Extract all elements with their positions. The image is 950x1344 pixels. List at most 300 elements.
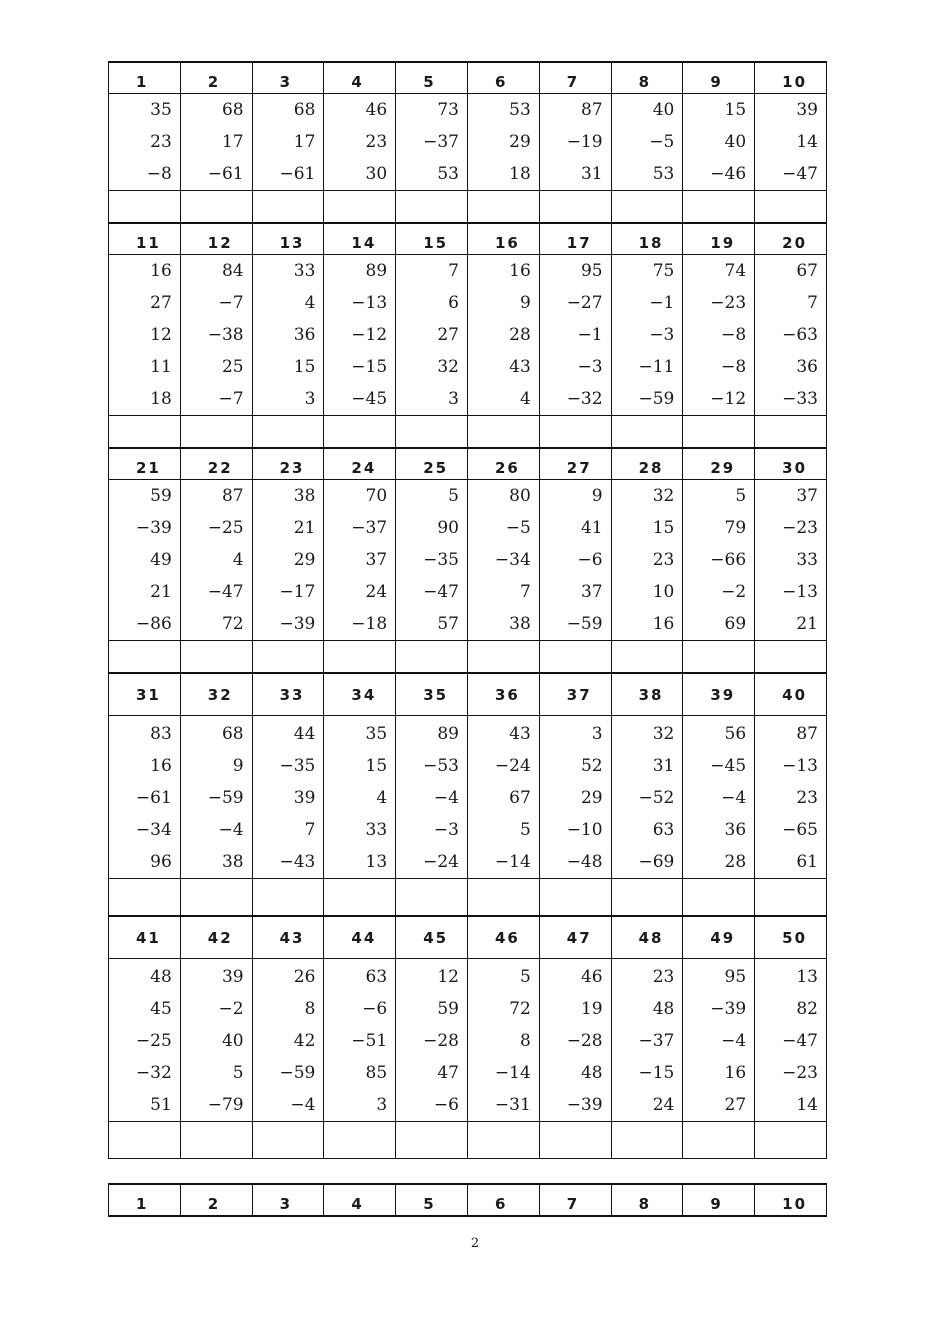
addend-value: −63 <box>782 325 818 345</box>
answer-cell[interactable] <box>467 641 539 673</box>
addend-value: −25 <box>207 518 244 538</box>
addend-value: 15 <box>293 357 316 377</box>
addend-value: −59 <box>638 389 675 409</box>
addend-value: 48 <box>150 967 172 987</box>
addend-value: −7 <box>218 389 244 409</box>
problem-number: 14 <box>324 224 396 255</box>
answer-cell[interactable] <box>252 416 324 448</box>
addend-column <box>755 716 827 879</box>
addend-value: −28 <box>566 1031 603 1051</box>
problem-number-row <box>109 62 827 94</box>
addend-value: −12 <box>351 325 388 345</box>
addend-column <box>539 716 611 879</box>
addend-column <box>109 94 181 191</box>
addend-value: 48 <box>652 999 675 1019</box>
problem-number: 31 <box>109 674 181 716</box>
problem-number: 27 <box>539 449 611 480</box>
addend-value: 5 <box>232 1063 244 1083</box>
addend-value: −19 <box>566 132 603 152</box>
problem-number: 18 <box>611 224 683 255</box>
answer-cell[interactable] <box>109 879 181 916</box>
addend-column <box>252 716 324 879</box>
addend-value: −47 <box>782 164 818 184</box>
answer-cell[interactable] <box>324 1122 396 1159</box>
addend-value: 39 <box>293 788 316 808</box>
addend-value: 96 <box>150 852 172 872</box>
answer-header-row <box>109 1184 827 1216</box>
addend-value: 23 <box>150 132 172 152</box>
answer-cell[interactable] <box>252 641 324 673</box>
addend-value: 27 <box>150 293 172 313</box>
addend-value: −12 <box>710 389 747 409</box>
problem-block <box>108 61 827 223</box>
answer-cell[interactable] <box>611 1122 683 1159</box>
addend-value: 3 <box>448 389 459 409</box>
problem-number: 6 <box>467 62 539 94</box>
addend-value: 84 <box>221 261 244 281</box>
addend-value: −25 <box>135 1031 172 1051</box>
problem-number: 35 <box>396 674 468 716</box>
addend-value: −2 <box>721 582 747 602</box>
problem-number: 41 <box>109 917 181 959</box>
addend-column <box>611 959 683 1122</box>
answer-cell[interactable] <box>683 1122 755 1159</box>
problem-number: 20 <box>755 224 827 255</box>
addend-value: 31 <box>580 164 603 184</box>
addend-column <box>539 959 611 1122</box>
addend-value: −61 <box>135 788 172 808</box>
addend-value: 6 <box>448 293 459 313</box>
addend-value: 63 <box>652 820 675 840</box>
addend-value: −17 <box>279 582 316 602</box>
addend-value: −79 <box>207 1095 244 1115</box>
answer-cell[interactable] <box>396 641 468 673</box>
addend-value: −13 <box>351 293 388 313</box>
addend-value: −39 <box>279 614 316 634</box>
addend-value: −47 <box>423 582 459 602</box>
addend-value: 13 <box>796 967 818 987</box>
addend-column <box>539 94 611 191</box>
answer-row <box>109 1122 827 1159</box>
answer-cell[interactable] <box>755 416 827 448</box>
addend-value: 5 <box>448 486 459 506</box>
addend-value: 16 <box>150 756 172 776</box>
addend-value: 74 <box>724 261 747 281</box>
addend-column <box>324 480 396 641</box>
addend-value: 35 <box>365 724 388 744</box>
addend-column <box>611 716 683 879</box>
answer-cell[interactable] <box>324 641 396 673</box>
answer-number: 3 <box>252 1184 324 1216</box>
addend-value: 80 <box>509 486 531 506</box>
answer-cell[interactable] <box>324 191 396 223</box>
answer-cell[interactable] <box>611 416 683 448</box>
addend-value: 23 <box>652 967 675 987</box>
addend-column <box>467 255 539 416</box>
addend-column <box>396 94 468 191</box>
problem-number: 11 <box>109 224 181 255</box>
addend-value: −13 <box>782 756 818 776</box>
addend-value: 49 <box>150 550 172 570</box>
addend-value: 23 <box>652 550 675 570</box>
addend-value: −39 <box>710 999 747 1019</box>
answer-cell[interactable] <box>611 191 683 223</box>
addend-column <box>683 716 755 879</box>
addend-value: −23 <box>782 518 818 538</box>
addend-value: 23 <box>365 132 388 152</box>
answer-cell[interactable] <box>180 416 252 448</box>
answer-row <box>109 416 827 448</box>
addend-value: −2 <box>218 999 244 1019</box>
answer-cell[interactable] <box>109 641 181 673</box>
addend-column <box>683 94 755 191</box>
addend-value: 36 <box>724 820 747 840</box>
addend-value: 38 <box>293 486 316 506</box>
addend-value: 29 <box>509 132 531 152</box>
addend-value: −37 <box>423 132 459 152</box>
addend-value: 15 <box>365 756 388 776</box>
addend-value: 10 <box>652 582 675 602</box>
problem-number: 30 <box>755 449 827 480</box>
addend-value: 72 <box>509 999 531 1019</box>
answer-cell[interactable] <box>180 879 252 916</box>
problem-number: 19 <box>683 224 755 255</box>
problem-number: 2 <box>180 62 252 94</box>
addend-value: 44 <box>293 724 316 744</box>
addend-value: 15 <box>652 518 675 538</box>
problem-number: 9 <box>683 62 755 94</box>
addend-value: 7 <box>304 820 316 840</box>
answer-cell[interactable] <box>396 416 468 448</box>
problem-number: 5 <box>396 62 468 94</box>
addend-value: −43 <box>279 852 316 872</box>
addend-value: 17 <box>293 132 316 152</box>
addend-value: −8 <box>721 325 747 345</box>
answer-cell[interactable] <box>252 191 324 223</box>
addend-value: 90 <box>437 518 459 538</box>
answer-cell[interactable] <box>324 416 396 448</box>
addend-value: 53 <box>437 164 459 184</box>
addend-value: 85 <box>365 1063 388 1083</box>
page-number: 2 <box>470 1236 480 1251</box>
addend-column <box>109 255 181 416</box>
addend-value: −37 <box>638 1031 675 1051</box>
addend-value: 57 <box>437 614 459 634</box>
addend-column <box>180 255 252 416</box>
addend-column <box>539 480 611 641</box>
addend-column <box>683 959 755 1122</box>
addend-value: −3 <box>649 325 675 345</box>
addend-value: 68 <box>221 724 244 744</box>
answer-cell[interactable] <box>683 416 755 448</box>
addend-value: 69 <box>724 614 747 634</box>
addend-column <box>755 959 827 1122</box>
addend-value: −4 <box>721 788 747 808</box>
addends-row <box>109 94 827 191</box>
answer-cell[interactable] <box>539 416 611 448</box>
problem-number: 1 <box>109 62 181 94</box>
addend-value: 8 <box>304 999 316 1019</box>
addend-column <box>611 255 683 416</box>
addend-value: −8 <box>721 357 747 377</box>
addend-value: 3 <box>304 389 316 409</box>
block-gap <box>108 1159 827 1183</box>
addend-value: −65 <box>782 820 818 840</box>
addend-value: −61 <box>207 164 244 184</box>
addend-value: 16 <box>150 261 172 281</box>
problem-block <box>108 916 827 1159</box>
problem-blocks <box>108 61 827 1159</box>
addend-value: −48 <box>566 852 603 872</box>
addend-value: −34 <box>135 820 172 840</box>
addend-value: −45 <box>351 389 388 409</box>
addend-value: 4 <box>232 550 244 570</box>
addend-value: 83 <box>150 724 172 744</box>
problem-number: 33 <box>252 674 324 716</box>
problem-number: 37 <box>539 674 611 716</box>
answer-cell[interactable] <box>467 191 539 223</box>
addend-value: −23 <box>782 1063 818 1083</box>
addend-value: −38 <box>207 325 244 345</box>
problem-number: 15 <box>396 224 468 255</box>
addend-value: 27 <box>437 325 459 345</box>
addend-value: 68 <box>221 100 244 120</box>
addend-value: 38 <box>221 852 244 872</box>
answer-cell[interactable] <box>467 879 539 916</box>
addend-value: −7 <box>218 293 244 313</box>
addend-value: 45 <box>150 999 172 1019</box>
addend-value: 87 <box>796 724 818 744</box>
addend-value: −45 <box>710 756 747 776</box>
addend-value: 32 <box>437 357 459 377</box>
addend-value: 8 <box>519 1031 531 1051</box>
answer-cell[interactable] <box>467 1122 539 1159</box>
addend-value: −14 <box>494 852 531 872</box>
addend-column <box>324 94 396 191</box>
addend-value: 4 <box>519 389 531 409</box>
addend-value: 41 <box>580 518 603 538</box>
addend-value: 29 <box>293 550 316 570</box>
addend-value: 32 <box>652 486 675 506</box>
addend-value: 89 <box>437 724 459 744</box>
answer-cell[interactable] <box>252 1122 324 1159</box>
answer-cell[interactable] <box>539 879 611 916</box>
addend-value: 63 <box>365 967 388 987</box>
problem-number: 16 <box>467 224 539 255</box>
addend-value: 14 <box>796 1095 818 1115</box>
addend-value: −5 <box>649 132 675 152</box>
answer-cell[interactable] <box>180 1122 252 1159</box>
addend-value: −27 <box>566 293 603 313</box>
addend-value: 46 <box>365 100 388 120</box>
answer-number: 7 <box>539 1184 611 1216</box>
addend-value: −51 <box>351 1031 388 1051</box>
addend-value: −59 <box>207 788 244 808</box>
addend-value: 14 <box>796 132 818 152</box>
answer-cell[interactable] <box>611 879 683 916</box>
addend-value: 36 <box>293 325 316 345</box>
addend-column <box>180 716 252 879</box>
answer-cell[interactable] <box>539 191 611 223</box>
answer-number: 5 <box>396 1184 468 1216</box>
addend-column <box>396 716 468 879</box>
addend-value: 25 <box>221 357 244 377</box>
problem-number: 22 <box>180 449 252 480</box>
addend-value: −5 <box>505 518 531 538</box>
addend-value: 23 <box>796 788 818 808</box>
addend-column <box>324 716 396 879</box>
addend-value: 59 <box>437 999 459 1019</box>
addend-value: 5 <box>519 820 531 840</box>
answer-cell[interactable] <box>252 879 324 916</box>
addend-column <box>180 94 252 191</box>
addend-column <box>180 959 252 1122</box>
problem-number: 34 <box>324 674 396 716</box>
answer-cell[interactable] <box>396 879 468 916</box>
answer-cell[interactable] <box>180 191 252 223</box>
addend-value: −53 <box>423 756 459 776</box>
addend-value: 3 <box>376 1095 388 1115</box>
addend-column <box>467 480 539 641</box>
answer-row <box>109 879 827 916</box>
addend-value: −4 <box>290 1095 316 1115</box>
problem-number: 40 <box>755 674 827 716</box>
answer-cell[interactable] <box>109 416 181 448</box>
addend-value: 61 <box>796 852 818 872</box>
addend-value: 3 <box>591 724 603 744</box>
answer-cell[interactable] <box>467 416 539 448</box>
addend-value: 40 <box>221 1031 244 1051</box>
addend-value: −59 <box>279 1063 316 1083</box>
answer-cell[interactable] <box>396 191 468 223</box>
addend-value: 40 <box>724 132 747 152</box>
worksheet <box>108 61 827 1217</box>
answer-row <box>109 641 827 673</box>
addend-value: 21 <box>293 518 316 538</box>
addend-value: 33 <box>293 261 316 281</box>
answer-cell[interactable] <box>109 191 181 223</box>
addend-value: 42 <box>293 1031 316 1051</box>
addend-column <box>252 480 324 641</box>
addend-value: 33 <box>796 550 818 570</box>
problem-number: 3 <box>252 62 324 94</box>
answer-cell[interactable] <box>324 879 396 916</box>
problem-number: 45 <box>396 917 468 959</box>
addend-value: 9 <box>519 293 531 313</box>
answer-cell[interactable] <box>683 641 755 673</box>
addend-value: −4 <box>218 820 244 840</box>
addend-column <box>324 959 396 1122</box>
addend-value: −6 <box>433 1095 459 1115</box>
addend-value: −4 <box>433 788 459 808</box>
addend-value: 7 <box>807 293 818 313</box>
addend-value: −24 <box>423 852 459 872</box>
addend-value: −47 <box>207 582 244 602</box>
addend-value: 75 <box>652 261 675 281</box>
answer-cell[interactable] <box>755 641 827 673</box>
answer-cell[interactable] <box>539 1122 611 1159</box>
answer-header-table <box>108 1183 827 1217</box>
addend-value: −8 <box>146 164 172 184</box>
addend-value: 19 <box>580 999 603 1019</box>
addend-value: −24 <box>494 756 531 776</box>
addend-value: −18 <box>351 614 388 634</box>
problem-number: 48 <box>611 917 683 959</box>
addend-value: 13 <box>365 852 388 872</box>
answer-cell[interactable] <box>755 191 827 223</box>
addend-value: 40 <box>652 100 675 120</box>
addend-column <box>396 480 468 641</box>
problem-number: 12 <box>180 224 252 255</box>
addend-value: −61 <box>279 164 316 184</box>
addend-value: 4 <box>376 788 388 808</box>
addend-value: 46 <box>580 967 603 987</box>
problem-number: 50 <box>755 917 827 959</box>
answer-cell[interactable] <box>755 1122 827 1159</box>
addend-value: −32 <box>566 389 603 409</box>
problem-number: 44 <box>324 917 396 959</box>
addend-value: 39 <box>221 967 244 987</box>
answer-cell[interactable] <box>683 879 755 916</box>
addend-value: 53 <box>509 100 531 120</box>
addend-value: 28 <box>724 852 747 872</box>
addend-value: −69 <box>638 852 675 872</box>
addend-value: 21 <box>150 582 172 602</box>
addend-value: −37 <box>351 518 388 538</box>
answer-cell[interactable] <box>396 1122 468 1159</box>
addend-value: 26 <box>293 967 316 987</box>
addend-value: −23 <box>710 293 747 313</box>
problem-number: 4 <box>324 62 396 94</box>
addend-value: −10 <box>566 820 603 840</box>
addend-value: 35 <box>150 100 172 120</box>
addend-value: 36 <box>796 357 818 377</box>
addend-value: 12 <box>150 325 172 345</box>
answer-cell[interactable] <box>180 641 252 673</box>
addend-value: 5 <box>735 486 747 506</box>
problem-number: 28 <box>611 449 683 480</box>
addend-value: 95 <box>724 967 747 987</box>
addend-column <box>180 480 252 641</box>
addend-value: −6 <box>362 999 388 1019</box>
addend-value: 16 <box>724 1063 747 1083</box>
addend-value: 33 <box>365 820 388 840</box>
addends-row <box>109 255 827 416</box>
addend-column <box>611 480 683 641</box>
answer-cell[interactable] <box>755 879 827 916</box>
addend-value: −66 <box>710 550 747 570</box>
problem-block <box>108 223 827 448</box>
addend-column <box>755 94 827 191</box>
answer-cell[interactable] <box>539 641 611 673</box>
addends-row <box>109 959 827 1122</box>
addend-value: −4 <box>721 1031 747 1051</box>
problem-number: 42 <box>180 917 252 959</box>
problem-block <box>108 673 827 916</box>
addend-value: −28 <box>423 1031 459 1051</box>
addend-value: 56 <box>724 724 747 744</box>
addend-value: 7 <box>448 261 459 281</box>
addends-row <box>109 716 827 879</box>
answer-cell[interactable] <box>611 641 683 673</box>
answer-cell[interactable] <box>683 191 755 223</box>
problem-number: 8 <box>611 62 683 94</box>
addend-value: 37 <box>365 550 388 570</box>
addend-value: 47 <box>437 1063 459 1083</box>
answer-cell[interactable] <box>109 1122 181 1159</box>
problem-number: 46 <box>467 917 539 959</box>
addend-value: 67 <box>509 788 531 808</box>
